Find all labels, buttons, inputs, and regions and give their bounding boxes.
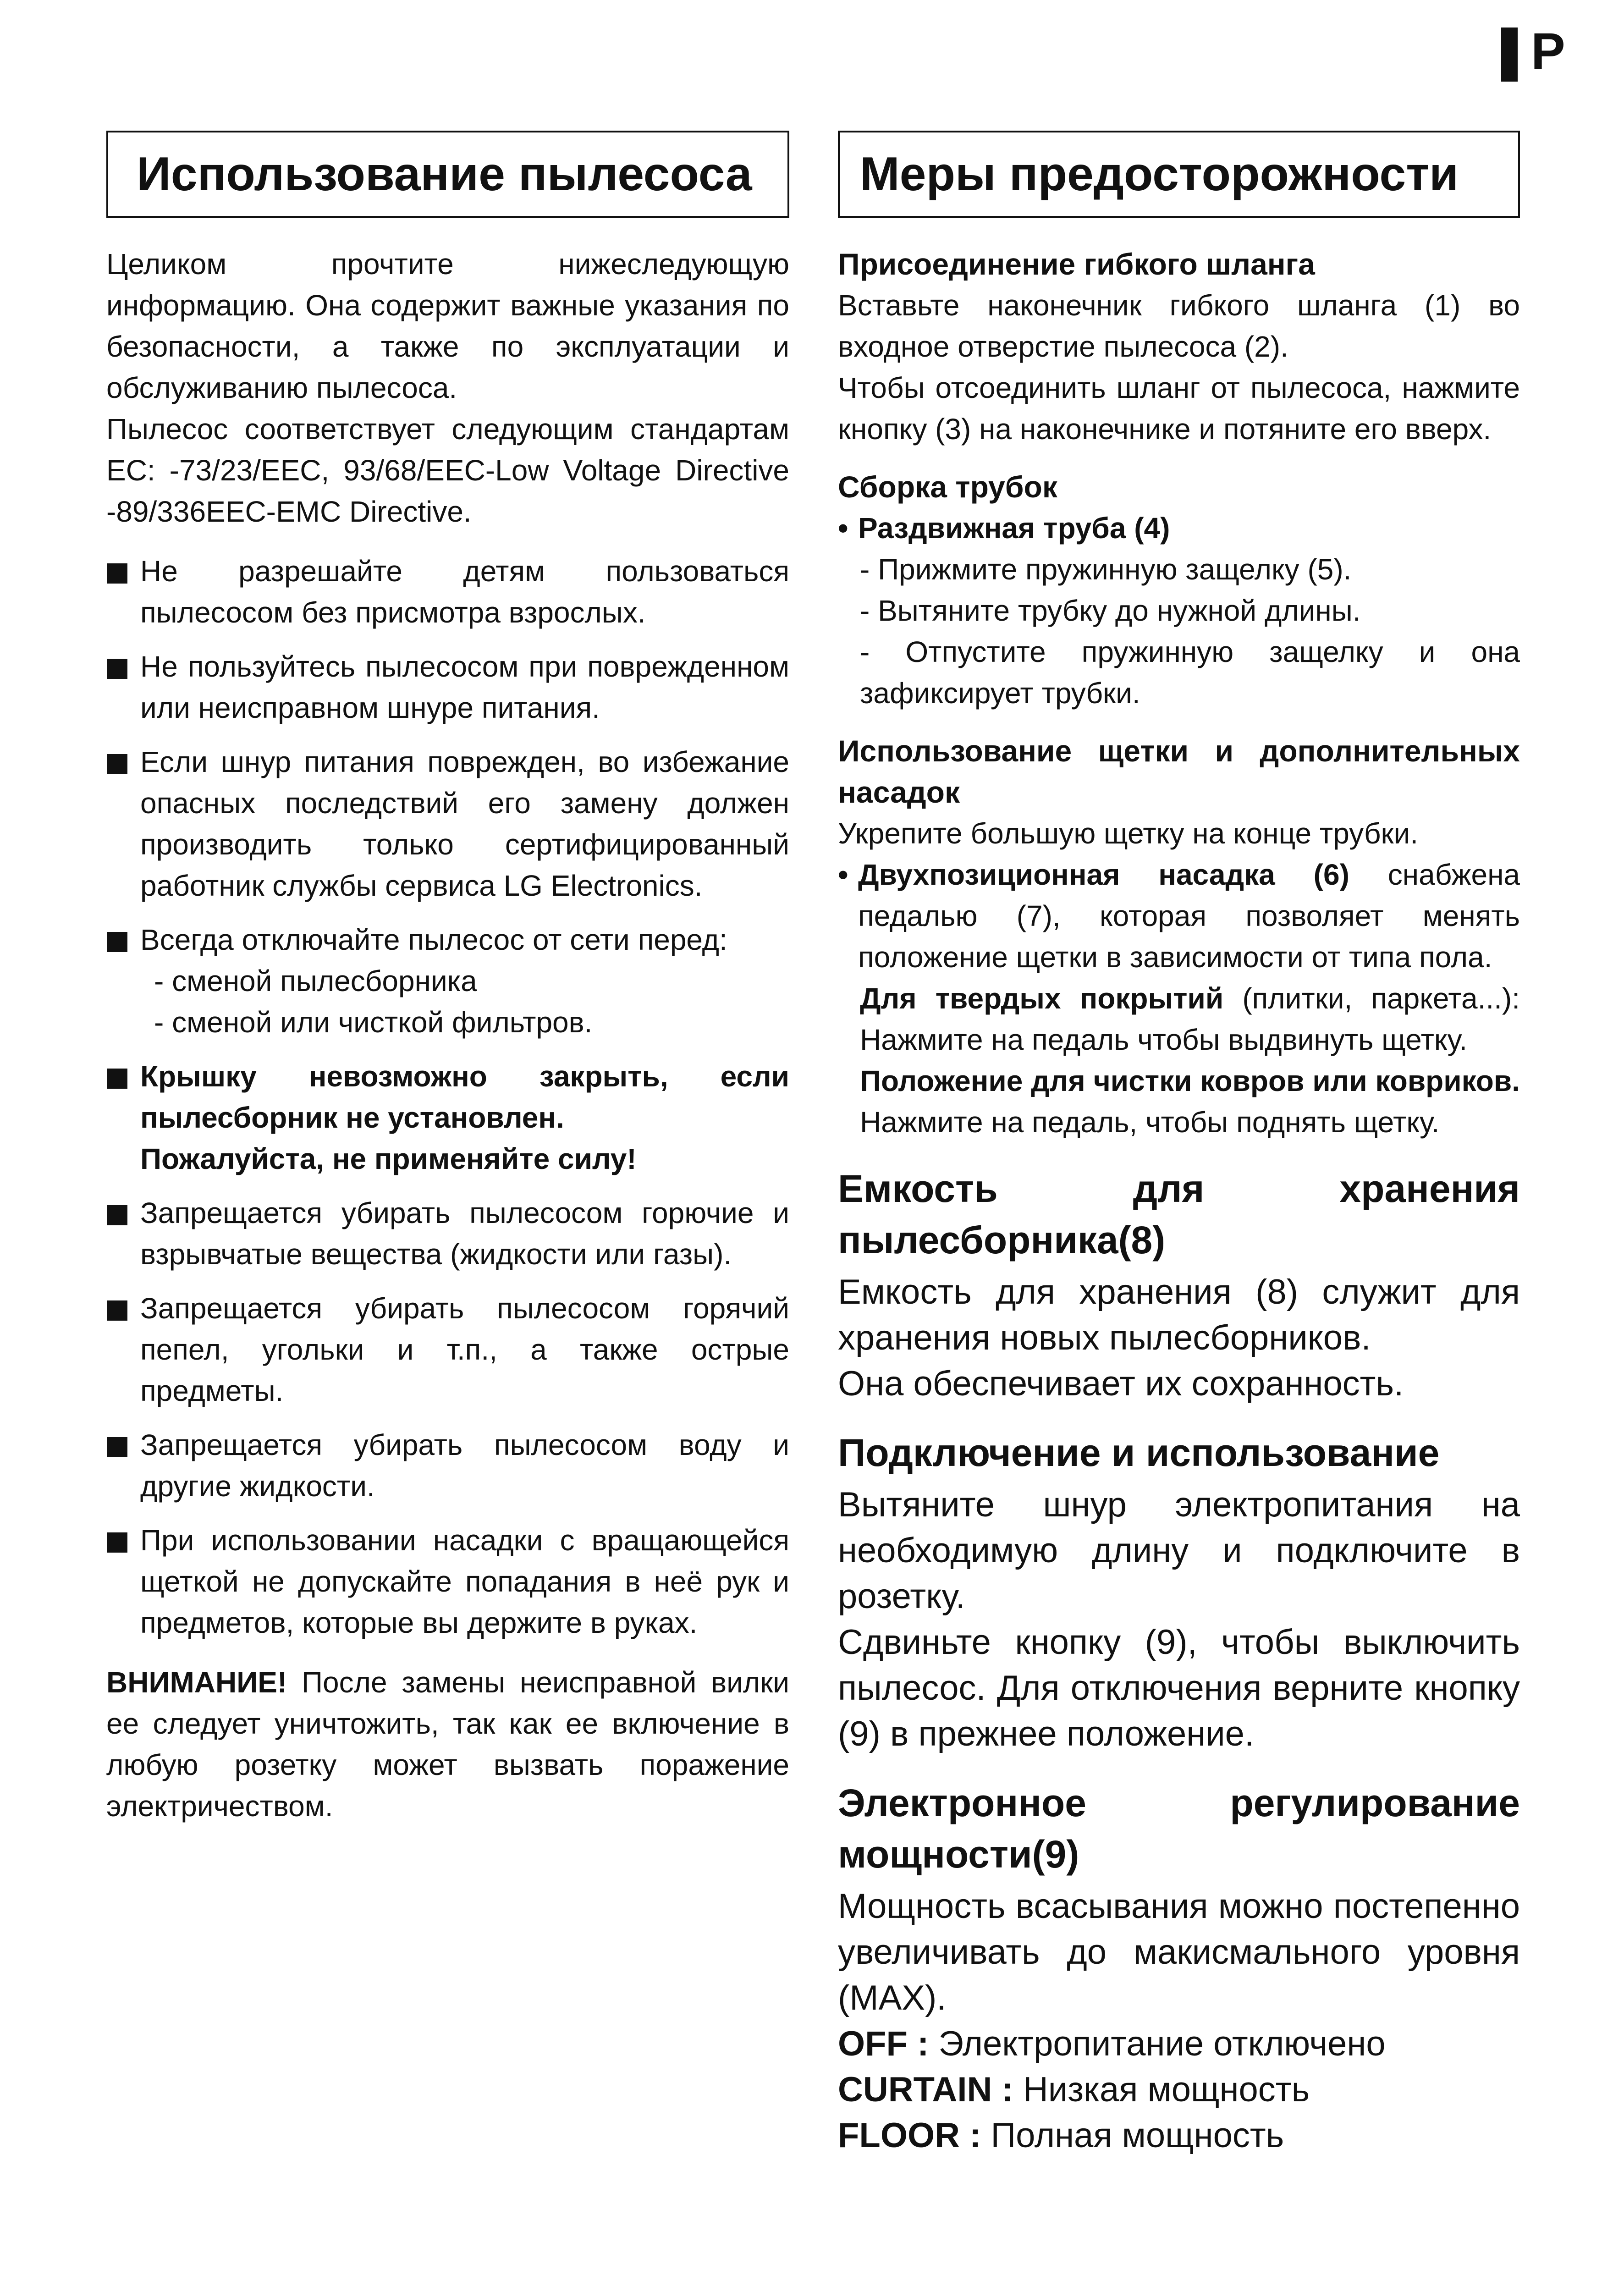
right-column [838,131,1520,2159]
tubes-section [838,466,1520,714]
safety-item-text: Не пользуйтесь пылесосом при поврежденном или неисправном шнуре питания. [140,650,789,724]
hard-floor-desc: (плитки, паркета...): Нажмите на педаль чтобы выдвинуть щетку. [860,982,1520,1056]
brush-heading: Использование щетки и дополнительных насадок [838,734,1520,809]
carpet-desc: Нажмите на педаль, чтобы поднять щетку. [860,1106,1440,1139]
power-mode-curtain [838,2067,1520,2113]
warning-text: После замены неисправной вилки ее следует уничтожить, так как ее включение в любую розетку может вызвать поражение электричеством. [106,1666,789,1823]
safety-item-text: Не разрешайте детям пользоваться пылесосом без присмотра взрослых. [140,555,789,629]
power-heading: Электронное регулирование мощности(9) [838,1781,1520,1876]
warning-label: ВНИМАНИЕ! [106,1666,287,1699]
storage-text: Емкость для хранения (8) служит для хранения новых пылесборников. [838,1273,1520,1357]
safety-item [106,1192,789,1275]
dual-nozzle-text [838,854,1520,978]
mode-value: Низкая мощность [1013,2070,1310,2109]
hose-text: Чтобы отсоединить шланг от пылесоса, нажмите кнопку (3) на наконечнике и потяните его вверх. [838,371,1520,446]
safety-item [106,1288,789,1411]
intro-paragraph: Целиком прочтите нижеследующую информацию. Она содержит важные указания по безопасности, а также по эксплуатации и обслуживанию пылесоса. [106,248,789,404]
safety-item [106,1424,789,1507]
power-mode-floor [838,2113,1520,2159]
power-mode-off [838,2021,1520,2067]
dual-nozzle-desc: снабжена педалью (7), которая позволяет менять положение щетки в зависимости от типа пола. [858,858,1520,974]
mode-key: FLOOR : [838,2116,981,2155]
connect-text: Вытяните шнур электропитания на необходимую длину и подключите в розетку. [838,1485,1520,1616]
safety-item-text: Пожалуйста, не применяйте силу! [140,1142,637,1175]
carpet-label: Положение для чистки ковров или ковриков. [860,1064,1520,1097]
safety-item-text: Запрещается убирать пылесосом воду и другие жидкости. [140,1428,789,1503]
section-title-usage: Использование пылесоса [106,131,789,218]
safety-item-text: Запрещается убирать пылесосом горячий пепел, угольки и т.п., а также острые предметы. [140,1292,789,1407]
safety-subitem: - сменой или чисткой фильтров. [154,1006,593,1039]
safety-item-text: Запрещается убирать пылесосом горючие и взрывчатые вещества (жидкости или газы). [140,1196,789,1271]
brush-section [838,730,1520,1143]
connect-heading: Подключение и использование [838,1431,1440,1474]
safety-item [106,646,789,728]
storage-heading: Емкость для хранения пылесборника(8) [838,1167,1520,1262]
safety-item-text: Если шнур питания поврежден, во избежание опасных последствий его замену должен производить только сертифицированный работник службы сервиса LG Electronics. [140,745,789,902]
tubes-heading: Сборка трубок [838,470,1057,504]
safety-item-text: Всегда отключайте пылесос от сети перед: [140,923,727,956]
safety-item-text: Крышку невозможно закрыть, если пылесборник не установлен. [140,1060,789,1134]
safety-item-text: При использовании насадки с вращающейся щеткой не допускайте попадания в неё рук и предметов, которые вы держите в руках. [140,1524,789,1639]
storage-text: Она обеспечивает их сохранность. [838,1364,1404,1403]
tubes-step: - Вытяните трубку до нужной длины. [860,594,1361,627]
connect-text: Сдвиньте кнопку (9), чтобы выключить пылесос. Для отключения верните кнопку (9) в прежнее положение. [838,1623,1520,1753]
power-text: Мощность всасывания можно постепенно увеличивать до макисмального уровня (MAX). [838,1887,1520,2017]
safety-item [106,741,789,906]
safety-item [106,919,789,1043]
tubes-step: - Отпустите пружинную защелку и она зафиксирует трубки. [860,635,1520,710]
hose-section [838,243,1520,450]
hard-floor-text [838,978,1520,1060]
safety-item [106,1520,789,1643]
safety-item [106,551,789,633]
standards-paragraph: Пылесос соответствует следующим стандартам EC: -73/23/EEC, 93/68/EEC-Low Voltage Directive -89/336EEC-EMC Directive. [106,413,789,528]
safety-subitem: - сменой пылесборника [154,964,477,997]
hose-heading: Присоединение гибкого шланга [838,247,1315,281]
section-title-precautions: Меры предосторожности [838,131,1520,218]
hose-text: Вставьте наконечник гибкого шланга (1) во входное отверстие пылесоса (2). [838,289,1520,363]
brush-text: Укрепите большую щетку на конце трубки. [838,817,1418,850]
mode-key: CURTAIN : [838,2070,1013,2109]
left-column [106,131,789,1827]
mode-key: OFF : [838,2024,929,2063]
dual-nozzle-label: Двухпозиционная насадка (6) [858,858,1349,891]
mode-value: Полная мощность [981,2116,1284,2155]
language-letter: P [1531,22,1565,80]
language-marker-bar [1501,28,1518,82]
tubes-subheading: • Раздвижная труба (4) [838,507,1520,549]
mode-value: Электропитание отключено [929,2024,1386,2063]
safety-item-bold [106,1056,789,1179]
carpet-text [838,1060,1520,1143]
warning-paragraph [106,1662,789,1827]
tubes-step: - Прижмите пружинную защелку (5). [860,553,1352,586]
hard-floor-label: Для твердых покрытий [860,982,1224,1015]
